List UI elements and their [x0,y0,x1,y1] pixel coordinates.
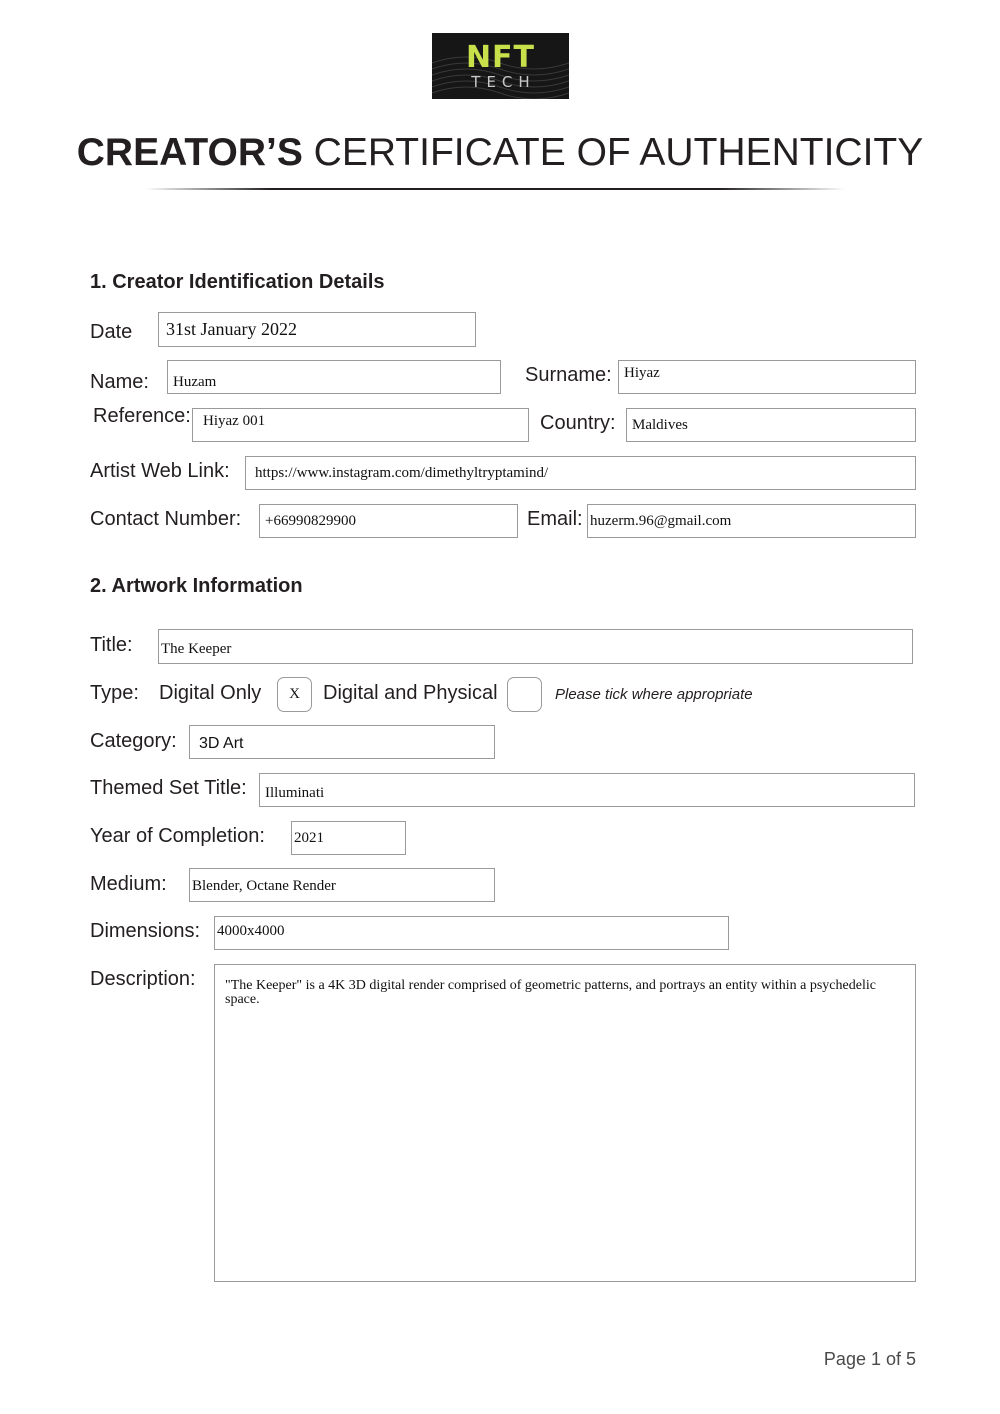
certificate-title [0,130,1000,176]
contact-field[interactable]: +66990829900 [259,504,518,538]
surname-field[interactable]: Hiyaz [618,360,916,394]
logo-tech-text: TECH [471,73,536,91]
type-label: Type: [90,682,139,704]
digital-physical-checkbox[interactable] [507,677,542,712]
email-field[interactable]: huzerm.96@gmail.com [587,504,916,538]
weblink-field[interactable]: https://www.instagram.com/dimethyltryptamind/ [245,456,916,490]
artwork-title-field[interactable]: The Keeper [158,629,913,664]
date-field[interactable]: 31st January 2022 [158,312,476,347]
reference-field[interactable]: Hiyaz 001 [192,408,529,442]
category-label: Category: [90,730,177,752]
date-label: Date [90,321,133,343]
name-label: Name: [90,371,149,393]
certificate-title-bold: CREATOR’S [76,131,303,174]
description-textarea[interactable]: "The Keeper" is a 4K 3D digital render comprised of geometric patterns, and portrays an entity within a psychedelic space. [214,964,916,1282]
nft-tech-logo [432,33,569,99]
section-artwork-heading: 2. Artwork Information [90,575,303,597]
themed-set-label: Themed Set Title: [90,777,247,799]
surname-label: Surname: [525,364,612,386]
weblink-label: Artist Web Link: [90,460,230,482]
type-digital-only-label: Digital Only [159,682,262,704]
reference-label: Reference: [93,405,191,427]
page-number: Page 1 of 5 [823,1349,916,1369]
year-label: Year of Completion: [90,825,265,847]
country-label: Country: [540,412,616,434]
certificate-title-rest: CERTIFICATE OF AUTHENTICITY [302,131,924,174]
year-field[interactable]: 2021 [291,821,406,855]
dimensions-field[interactable]: 4000x4000 [214,916,729,950]
logo-nft-text: NFT [465,40,536,75]
medium-label: Medium: [90,873,167,895]
description-label: Description: [90,968,196,990]
email-label: Email: [527,508,583,530]
digital-only-checkbox[interactable]: X [277,677,312,712]
title-label: Title: [90,634,133,656]
section-creator-heading: 1. Creator Identification Details [90,271,385,293]
contact-label: Contact Number: [90,508,242,530]
name-field[interactable]: Huzam [167,360,501,394]
country-field[interactable]: Maldives [626,408,916,442]
type-digital-physical-label: Digital and Physical [323,682,498,704]
themed-set-field[interactable]: Illuminati [259,773,915,807]
title-divider [145,188,845,190]
medium-field[interactable]: Blender, Octane Render [189,868,495,902]
category-field[interactable]: 3D Art [189,725,495,759]
type-hint: Please tick where appropriate [555,686,753,703]
dimensions-label: Dimensions: [90,920,201,942]
